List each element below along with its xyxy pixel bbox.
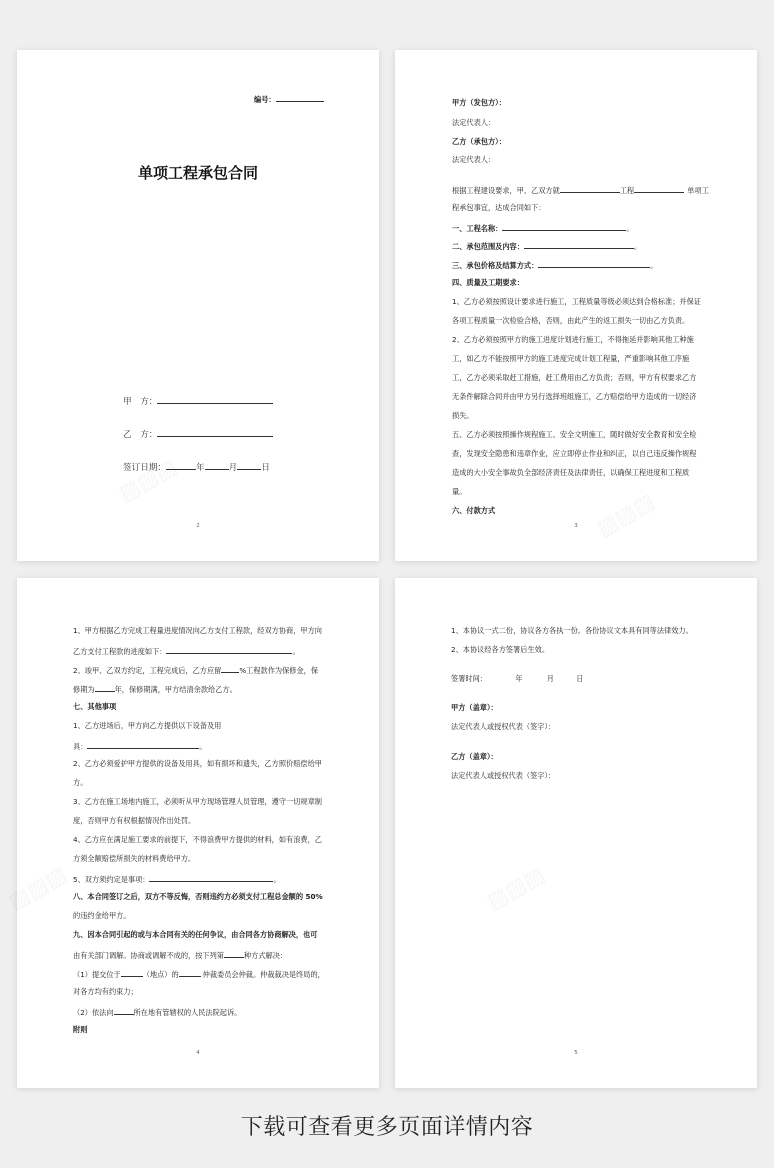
period: 。 [650, 261, 658, 270]
pay-2-text-d: 年，保修期满，甲方结清余款给乙方。 [114, 685, 237, 694]
watermark [484, 864, 549, 914]
intro-text-b: 工程 [619, 186, 635, 195]
section-4-heading: 四、质量及工期要求： [452, 278, 524, 287]
section-9-text-a: 由有关部门调解。协商或调解不成的，按下列第 [73, 951, 224, 960]
page-number: 4 [196, 1049, 200, 1056]
section-1-label: 一、工程名称： [452, 224, 503, 233]
q1-line-1: 1、乙方必须按照设计要求进行施工，工程质量等级必须达到合格标准；并保证 [452, 297, 701, 306]
warranty-blank [95, 684, 115, 692]
intro-text-c: 单项工 [687, 186, 709, 195]
section-8-text: 八、本合同签订之后，双方不等反悔，否则违约方必须支付工程总金额的 50% [73, 892, 323, 901]
arb-text-b: （地点）的 [142, 970, 179, 979]
day-blank [237, 462, 261, 470]
other-5-text: 5、双方须约定是事项： [73, 875, 150, 884]
contract-number-row [254, 94, 324, 103]
intro-blank-2 [634, 185, 684, 193]
year-label: 年 [515, 674, 523, 683]
method-blank [224, 950, 244, 958]
section-7-heading: 七、其他事项 [73, 702, 117, 711]
period: 。 [633, 242, 642, 251]
section-1-row [452, 223, 634, 232]
legal-rep-a: 法定代表人： [452, 118, 496, 127]
appendix-heading: 附则 [73, 1025, 88, 1034]
section-8-line-2: 的违约金给甲方。 [73, 911, 131, 920]
s5-line-3: 造成的大小安全事故负全部经济责任及法律责任，以确保工程进度和工程质 [452, 468, 690, 477]
intro-blank-1 [560, 185, 620, 193]
party-b-blank [157, 429, 273, 437]
other-3-line-2: 度，否则甲方有权根据情况作出处罚。 [73, 816, 196, 825]
section-2-blank [524, 241, 634, 249]
party-a-row [123, 396, 273, 407]
party-b-label: 乙 方： [123, 430, 158, 440]
arb-location-blank [121, 969, 143, 977]
other-1-line-2 [73, 741, 207, 750]
period: 。 [273, 875, 281, 884]
section-9-text: 九、因本合同引起的或与本合同有关的任何争议，由合同各方协商解决，也可 [73, 930, 318, 939]
party-a-label: 甲 方： [123, 397, 158, 407]
pay-1-blank [166, 646, 292, 654]
day-label: 日 [576, 674, 584, 683]
pay-2-text-c: 修期为 [73, 685, 95, 694]
pay-2-line-1 [73, 665, 318, 674]
section-9-text-b: 种方式解决： [243, 951, 288, 960]
intro-text-a: 根据工程建设要求，甲、乙双方就 [452, 186, 560, 195]
lit-text-a: （2）依法向 [73, 1008, 114, 1017]
intro-line-2: 程承包事宜，达成合同如下： [452, 203, 546, 212]
section-2-row [452, 241, 641, 250]
section-3-blank [538, 260, 650, 268]
arbitration-line-2: 对各方均有约束力； [73, 987, 138, 996]
party-a-seal: 甲方（盖章）： [451, 703, 498, 712]
arb-committee-blank [179, 969, 201, 977]
party-a-heading: 甲方（发包方）： [452, 98, 506, 107]
s5-line-2: 查，发现安全隐患和违章作业，应立即停止作业和纠正，以自己违反操作规程 [452, 449, 697, 458]
q2-line-1: 2、乙方必须按照甲方的施工进度计划进行施工，不得拖延并影响其他工种施 [452, 335, 694, 344]
other-5-blank [149, 874, 273, 882]
lit-text-b: 所在地有管辖权的人民法院起诉。 [133, 1008, 242, 1017]
watermark [6, 864, 71, 914]
period: 。 [199, 742, 207, 751]
arbitration-line-1 [73, 969, 325, 978]
q2-line-3: 工，乙方必须采取赶工措施，赶工费用由乙方负责；否则，甲方有权要求乙方 [452, 373, 697, 382]
section-6-heading: 六、付款方式 [452, 506, 496, 515]
rep-b-sign: 法定代表人或授权代表（签字）： [451, 771, 556, 780]
other-5-row [73, 874, 281, 883]
sign-date-label: 签订日期： [123, 463, 166, 473]
clause-2: 2、本协议经各方签署后生效。 [451, 645, 550, 654]
pay-1-text: 乙方支付工程款的进度如下： [73, 647, 167, 656]
day-label: 日 [261, 463, 270, 473]
page-number: 5 [574, 1049, 578, 1056]
page-number: 2 [196, 522, 200, 529]
month-blank [205, 462, 229, 470]
other-2-line-2: 方。 [73, 778, 88, 787]
pay-2-text-b: %工程款作为保修金，保 [239, 666, 319, 675]
s5-line-4: 量。 [452, 487, 467, 496]
contract-title: 单项工程承包合同 [137, 164, 258, 182]
other-1-line-1: 1、乙方进场后，甲方向乙方提供以下设备及用 [73, 721, 222, 730]
equipment-blank [87, 741, 199, 749]
pay-2-line-2 [73, 684, 237, 693]
legal-rep-b: 法定代表人： [452, 155, 496, 164]
s5-line-1: 五、乙方必须按照操作规程施工、安全文明施工，随时做好安全教育和安全检 [452, 430, 697, 439]
arb-text-a: （1）提交位于 [73, 970, 121, 979]
party-a-blank [157, 396, 273, 404]
section-1-blank [502, 223, 626, 231]
contract-number-label: 编号： [254, 95, 276, 104]
sign-time-row [451, 675, 583, 682]
contract-number-blank [276, 94, 324, 102]
pay-2-text-a: 2、竣甲、乙双方约定，工程完成后，乙方应留 [73, 666, 222, 675]
other-4-line-2: 方须全额赔偿所损失的材料费给甲方。 [73, 854, 196, 863]
month-label: 月 [546, 674, 554, 683]
section-3-label: 三、承包价格及结算方式： [452, 261, 539, 270]
party-b-row [123, 429, 273, 440]
q2-line-5: 损失。 [452, 411, 474, 420]
section-9-line-1 [73, 931, 317, 938]
more-pages-caption: 下载可查看更多页面详情内容 [240, 1115, 534, 1140]
section-2-label: 二、承包范围及内容： [452, 242, 524, 251]
pay-1-line-2 [73, 646, 300, 655]
period: 。 [626, 224, 634, 233]
section-3-row [452, 260, 657, 269]
q2-line-2: 工，如乙方不能按照甲方的施工进度完成计划工程量，严重影响其他工序施 [452, 354, 690, 363]
retention-blank [221, 665, 239, 673]
party-b-seal: 乙方（盖章）： [451, 752, 498, 761]
other-2-line-1: 2、乙方必须爱护甲方提供的设备及用具，如有损坏和遗失，乙方照价赔偿给甲 [73, 759, 322, 768]
rep-a-sign: 法定代表人或授权代表（签字）： [451, 722, 556, 731]
party-b-heading: 乙方（承包方）： [452, 137, 506, 146]
section-9-line-2 [73, 950, 287, 959]
page-number: 3 [574, 522, 578, 529]
document-page-3 [395, 50, 757, 561]
q2-line-4: 无条件解除合同并由甲方另行选择班组施工，乙方赔偿给甲方造成的一切经济 [452, 392, 697, 401]
pay-1-line-1: 1、甲方根据乙方完成工程量进度情况向乙方支付工程款，经双方协商，甲方向 [73, 626, 322, 635]
other-3-line-1: 3、乙方在施工场地内施工，必须听从甲方现场管理人员管理，遵守一切规章制 [73, 797, 322, 806]
year-label: 年 [195, 463, 205, 473]
clause-1: 1、本协议一式二份，协议各方各执一份。各份协议文本具有同等法律效力。 [451, 626, 693, 635]
watermark [594, 491, 659, 541]
period: 。 [292, 647, 300, 656]
litigation-line [73, 1007, 241, 1016]
sign-time-label: 签署时间： [451, 674, 487, 683]
document-page-5 [395, 578, 757, 1088]
document-page-2 [17, 50, 379, 561]
q1-line-2: 各项工程质量一次检验合格，否则，由此产生的返工损失一切由乙方负责。 [452, 316, 690, 325]
section-8-line-1 [73, 893, 323, 900]
intro-line-1 [452, 185, 709, 194]
other-4-line-1: 4、乙方应在满足施工要求的前提下，不得浪费甲方提供的材料，如有浪费，乙 [73, 835, 322, 844]
month-label: 月 [228, 463, 238, 473]
other-1-text: 具： [73, 742, 88, 751]
arb-text-c: 仲裁委员会仲裁。仲裁裁决是终局的， [202, 970, 325, 979]
court-location-blank [114, 1007, 134, 1015]
document-page-4 [17, 578, 379, 1088]
